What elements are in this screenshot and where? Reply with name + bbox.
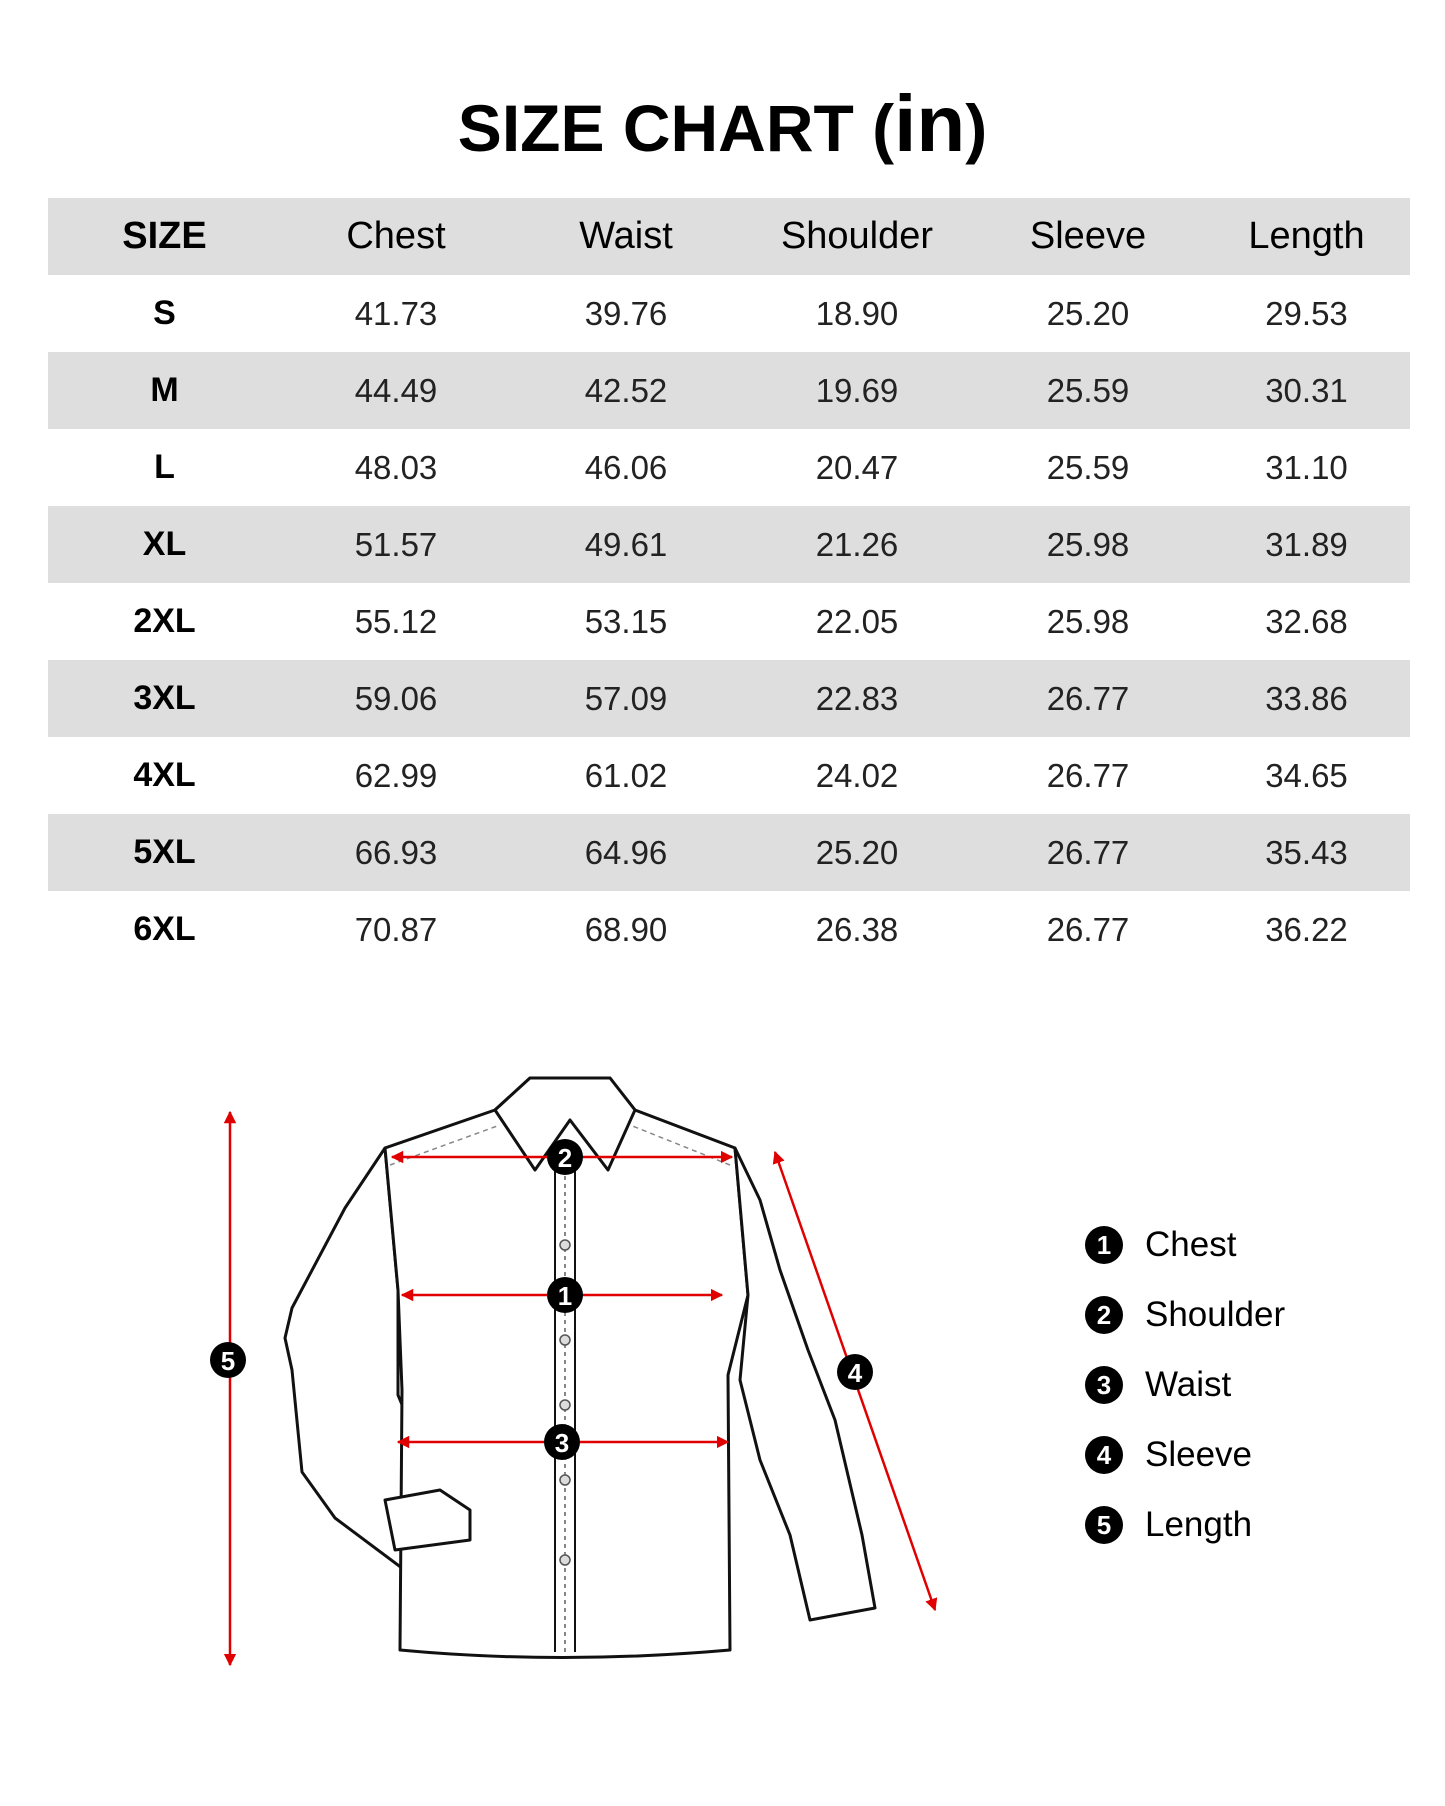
cell-size: M <box>150 371 179 409</box>
marker-4-label: 4 <box>847 1358 863 1388</box>
table-row <box>48 814 1410 891</box>
header-sleeve: Sleeve <box>1029 215 1147 257</box>
cell-size: 6XL <box>133 910 196 948</box>
cell-chest: 66.93 <box>354 833 438 871</box>
cell-shoulder: 24.02 <box>815 756 899 794</box>
cell-size: XL <box>142 525 187 563</box>
cell-shoulder: 18.90 <box>815 294 899 332</box>
cell-size: S <box>153 294 176 332</box>
cell-chest: 48.03 <box>354 448 438 486</box>
cell-chest: 70.87 <box>354 910 438 948</box>
cell-shoulder: 19.69 <box>815 371 899 409</box>
cell-size: 4XL <box>133 756 196 794</box>
cell-shoulder: 25.20 <box>815 833 899 871</box>
cell-sleeve: 25.20 <box>1046 294 1130 332</box>
marker-1-label: 1 <box>557 1281 573 1311</box>
cell-length: 32.68 <box>1265 602 1348 640</box>
cell-size: 3XL <box>133 679 196 717</box>
cell-length: 33.86 <box>1265 679 1348 717</box>
header-length: Length <box>1248 215 1365 257</box>
cell-length: 35.43 <box>1265 833 1348 871</box>
table-row <box>48 429 1410 506</box>
cell-sleeve: 26.77 <box>1046 679 1130 717</box>
marker-1 <box>547 1277 583 1313</box>
cell-sleeve: 25.59 <box>1046 448 1130 486</box>
cell-sleeve: 26.77 <box>1046 833 1130 871</box>
cell-length: 31.89 <box>1265 525 1348 563</box>
table-row <box>48 506 1410 583</box>
cell-size: 5XL <box>133 833 196 871</box>
table-row <box>48 275 1410 352</box>
cell-shoulder: 21.26 <box>815 525 899 563</box>
cell-length: 36.22 <box>1265 910 1348 948</box>
legend-number-badge: 1 <box>1085 1226 1123 1264</box>
legend-item-chest <box>1085 1210 1285 1280</box>
cell-chest: 41.73 <box>354 294 438 332</box>
cell-waist: 46.06 <box>584 448 668 486</box>
legend-number-badge: 5 <box>1085 1506 1123 1544</box>
cell-waist: 68.90 <box>584 910 668 948</box>
legend-label: Waist <box>1145 1365 1232 1404</box>
legend-item-shoulder <box>1085 1280 1285 1350</box>
legend-number-badge: 2 <box>1085 1296 1123 1334</box>
measurement-legend <box>1085 1210 1285 1560</box>
cell-waist: 61.02 <box>584 756 668 794</box>
legend-item-sleeve <box>1085 1420 1285 1490</box>
table-row <box>48 583 1410 660</box>
legend-item-length <box>1085 1490 1285 1560</box>
header-chest: Chest <box>346 215 446 257</box>
legend-label: Chest <box>1145 1225 1237 1264</box>
cell-sleeve: 26.77 <box>1046 756 1130 794</box>
cell-shoulder: 22.05 <box>815 602 899 640</box>
cell-chest: 44.49 <box>354 371 438 409</box>
table-header-row <box>48 198 1410 275</box>
cell-length: 34.65 <box>1265 756 1348 794</box>
cell-sleeve: 25.59 <box>1046 371 1130 409</box>
cell-length: 30.31 <box>1265 371 1348 409</box>
cell-waist: 53.15 <box>584 602 668 640</box>
legend-number-badge: 3 <box>1085 1366 1123 1404</box>
title-paren-close: ) <box>965 91 988 165</box>
cell-waist: 49.61 <box>584 525 668 563</box>
legend-label: Length <box>1145 1505 1253 1544</box>
cell-length: 29.53 <box>1265 294 1348 332</box>
cell-waist: 64.96 <box>584 833 668 871</box>
cell-shoulder: 22.83 <box>815 679 899 717</box>
legend-number-badge: 4 <box>1085 1436 1123 1474</box>
header-shoulder: Shoulder <box>780 215 934 257</box>
table-row <box>48 737 1410 814</box>
marker-3-label: 3 <box>554 1428 570 1458</box>
page-title <box>0 78 1445 170</box>
table-row <box>48 660 1410 737</box>
marker-5 <box>210 1342 246 1378</box>
cell-waist: 39.76 <box>584 294 668 332</box>
legend-label: Sleeve <box>1145 1435 1253 1474</box>
cell-length: 31.10 <box>1265 448 1348 486</box>
header-waist: Waist <box>579 215 673 257</box>
cell-chest: 55.12 <box>354 602 438 640</box>
size-table <box>48 198 1410 968</box>
cell-sleeve: 25.98 <box>1046 525 1130 563</box>
cell-sleeve: 26.77 <box>1046 910 1130 948</box>
legend-item-waist <box>1085 1350 1285 1420</box>
cell-size: 2XL <box>133 602 196 640</box>
marker-2 <box>547 1139 583 1175</box>
cell-shoulder: 26.38 <box>815 910 899 948</box>
header-size: SIZE <box>122 215 207 257</box>
marker-4 <box>837 1354 873 1390</box>
title-unit: in <box>894 79 966 168</box>
cell-sleeve: 25.98 <box>1046 602 1130 640</box>
table-row <box>48 352 1410 429</box>
marker-2-label: 2 <box>557 1143 573 1173</box>
title-paren-open: ( <box>872 91 895 165</box>
cell-chest: 59.06 <box>354 679 438 717</box>
legend-label: Shoulder <box>1145 1295 1286 1334</box>
marker-5-label: 5 <box>220 1346 236 1376</box>
marker-3 <box>544 1424 580 1460</box>
cell-chest: 62.99 <box>354 756 438 794</box>
cell-shoulder: 20.47 <box>815 448 899 486</box>
cell-size: L <box>154 448 175 486</box>
cell-waist: 57.09 <box>584 679 668 717</box>
title-main: SIZE CHART <box>457 91 854 165</box>
table-row <box>48 891 1410 968</box>
cell-chest: 51.57 <box>354 525 438 563</box>
cell-waist: 42.52 <box>584 371 668 409</box>
